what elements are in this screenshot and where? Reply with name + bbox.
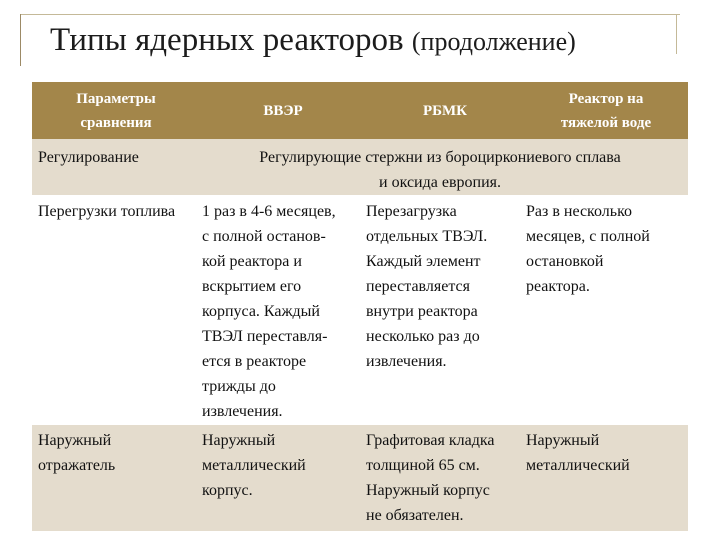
row-refuel-vver: 1 раз в 4-6 месяцев, с полной останов- кой реактора и вскрытием его корпуса. Каждый ТВЭЛ переставля- ется в реакторе трижды до извлечения.	[202, 203, 336, 420]
slide-top-rule	[20, 14, 680, 15]
row-reflector-heavy: Наружный металлический	[526, 432, 630, 474]
slide-left-rule	[20, 14, 33, 66]
row-refuel-rbmk: Перезагрузка отдельных ТВЭЛ. Каждый элемент переставляется внутри реактора несколько раз до извлечения.	[366, 203, 488, 370]
row-regulation-value: Регулирующие стержни из бороциркониевого сплава и оксида европия.	[259, 149, 621, 191]
row-reflector-param: Наружный отражатель	[38, 432, 116, 474]
page-title-sub: (продолжение)	[411, 27, 576, 56]
page-title	[50, 22, 710, 59]
row-reflector-vver: Наружный металлический корпус.	[202, 432, 306, 499]
row-regulation-param: Регулирование	[38, 149, 139, 166]
header-heavy-water: Реактор на тяжелой воде	[524, 82, 688, 139]
header-vver: ВВЭР	[200, 82, 366, 139]
header-rbmk: РБМК	[366, 82, 524, 139]
page-title-main: Типы ядерных реакторов	[50, 22, 404, 58]
row-reflector-rbmk: Графитовая кладка толщиной 65 см. Наружный корпус не обязателен.	[366, 432, 495, 524]
header-parameters: Параметры сравнения	[32, 82, 200, 139]
row-refuel-param: Перегрузки топлива	[38, 203, 176, 220]
row-refuel-heavy: Раз в несколько месяцев, с полной остановкой реактора.	[526, 203, 650, 295]
